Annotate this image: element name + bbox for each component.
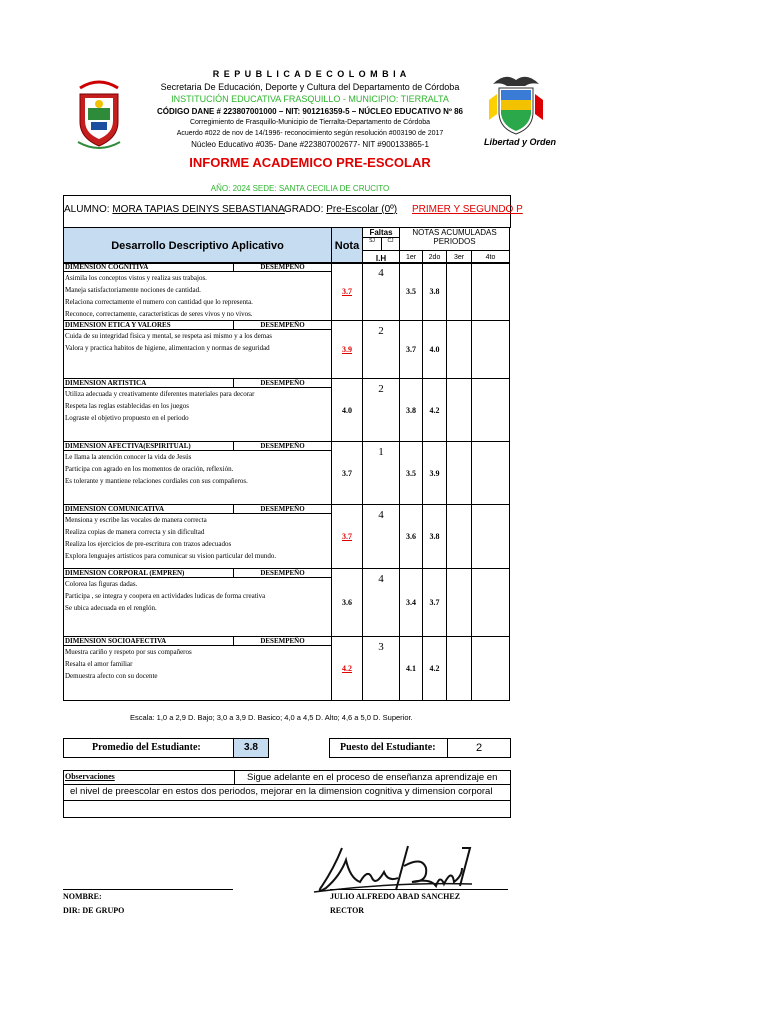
period-2-grade: 3.9 xyxy=(423,442,447,505)
promedio-value: 3.8 xyxy=(233,739,268,757)
corregimiento-line: Corregimiento de Frasquillo-Municipio de Tierralta-Departamento de Córdoba xyxy=(189,119,431,126)
period-1-grade: 3.8 xyxy=(400,379,423,442)
dimension-item: Maneja satisfactoriamente nociones de cantidad. xyxy=(65,286,201,294)
dimension-item xyxy=(64,424,331,436)
dimension-faltas: 3 xyxy=(363,637,400,701)
period-4-grade xyxy=(472,569,510,637)
observaciones-label: Observaciones xyxy=(65,772,115,781)
promedio-label: Promedio del Estudiante: xyxy=(92,742,201,753)
period-4-grade xyxy=(472,637,510,701)
period-1-header: 1er xyxy=(400,251,423,264)
student-name: MORA TAPIAS DEINYS SEBASTIANA xyxy=(112,204,285,215)
periods-label: PRIMER Y SEGUNDO P xyxy=(412,204,523,215)
period-4-grade xyxy=(472,442,510,505)
dimension-item: Reconoce, correctamente, caracteristicas de seres vivos y no vivos. xyxy=(65,310,253,318)
dimension-name: DIMENSION AFECTIVA(ESPIRITUAL) xyxy=(64,442,234,451)
dimension-item: Se ubica adecuada en el renglón. xyxy=(65,604,157,612)
institution-line: INSTITUCIÓN EDUCATIVA FRASQUILLO - MUNICIPIO: TIERRALTA xyxy=(171,94,449,104)
dimension-item: Le llama la atención conocer la vida de Jesús xyxy=(65,453,192,461)
period-3-grade xyxy=(447,569,472,637)
dimension-items xyxy=(64,646,332,701)
desempeno-label: DESEMPEÑO xyxy=(234,379,332,388)
dimension-item: Valora y practica habitos de higiene, alimentacion y normas de seguridad xyxy=(65,344,270,352)
dimension-faltas: 4 xyxy=(363,505,400,569)
dimension-item: Relaciona correctamente el numero con cantidad que lo representa. xyxy=(65,298,253,306)
rector-label: RECTOR xyxy=(330,906,365,915)
period-1-grade: 4.1 xyxy=(400,637,423,701)
dimension-item: Cuida de su integridad fisica y mental, se respeta asi mismo y a los demas xyxy=(65,332,273,340)
puesto-box xyxy=(329,738,511,758)
dimension-block xyxy=(63,262,510,321)
grade-value: Pre-Escolar (0º) xyxy=(326,204,398,215)
puesto-label: Puesto del Estudiante: xyxy=(340,742,436,753)
period-1-grade: 3.6 xyxy=(400,505,423,569)
desempeno-label: DESEMPEÑO xyxy=(234,321,332,330)
dimension-item: Realiza los ejercicios de pre-escritura con trazos adecuados xyxy=(65,540,232,548)
dimension-name: DIMENSION CORPORAL (EMPREN) xyxy=(64,569,234,578)
student-label: ALUMNO: xyxy=(64,204,110,215)
dimension-item xyxy=(64,614,331,626)
period-3-grade xyxy=(447,263,472,321)
dimension-item xyxy=(64,682,331,694)
dimension-items xyxy=(64,388,332,442)
period-1-grade: 3.5 xyxy=(400,442,423,505)
dimension-item xyxy=(64,354,331,366)
dimension-faltas: 4 xyxy=(363,569,400,637)
period-4-header: 4to xyxy=(472,251,510,264)
dimension-nota: 3.6 xyxy=(332,569,363,637)
cj-header: CJ xyxy=(382,238,400,251)
period-3-grade xyxy=(447,321,472,379)
nombre-label: NOMBRE: xyxy=(63,892,102,901)
period-3-header: 3er xyxy=(447,251,472,264)
puesto-value: 2 xyxy=(447,739,510,757)
dimension-block xyxy=(63,320,510,379)
dimension-item: Realiza copias de manera correcta y sin dificultad xyxy=(65,528,205,536)
dir-grupo-signature-line xyxy=(63,889,233,890)
dimension-item: Respeta las reglas establecidas en los juegos xyxy=(65,402,190,410)
dimension-block xyxy=(63,441,510,505)
dimension-item: Asimila los conceptos vistos y realiza sus trabajos. xyxy=(65,274,207,282)
dimension-item: Participa con agrado en los momentos de oración, reflexión. xyxy=(65,465,234,473)
dimension-item: Resalta el amor familiar xyxy=(65,660,133,668)
dimension-name: DIMENSION SOCIOAFECTIVA xyxy=(64,637,234,646)
dimension-block xyxy=(63,504,510,569)
report-title: INFORME ACADEMICO PRE-ESCOLAR xyxy=(189,155,431,170)
dimension-item: Lograste el objetivo propuesto en el periodo xyxy=(65,414,189,422)
dimension-faltas: 2 xyxy=(363,379,400,442)
country-title: R E P U B L I C A D E C O L O M B I A xyxy=(212,69,408,79)
dimension-item: Es tolerante y mantiene relaciones cordiales con sus compañeros. xyxy=(65,477,248,485)
nota-header: Nota xyxy=(332,228,363,264)
dimension-faltas: 1 xyxy=(363,442,400,505)
dimension-items xyxy=(64,578,332,637)
period-4-grade xyxy=(472,505,510,569)
grade-label: GRADO: xyxy=(284,204,324,215)
rector-name: JULIO ALFREDO ABAD SANCHEZ xyxy=(330,892,461,901)
dimension-nota: 3.7 xyxy=(332,442,363,505)
dimension-name: DIMENSION COMUNICATIVA xyxy=(64,505,234,514)
secretaria-line: Secretaria De Educación, Deporte y Cultura del Departamento de Córdoba xyxy=(160,82,460,92)
dimension-block xyxy=(63,568,510,637)
observaciones-line-2: el nivel de preescolar en estos dos periodos, mejorar en la dimension cognitiva y dimension corporal xyxy=(70,786,493,797)
dimension-name: DIMENSION ETICA Y VALORES xyxy=(64,321,234,330)
dimension-items xyxy=(64,330,332,379)
nucleo-line: Núcleo Educativo #035- Dane #223807002677- NIT #900133865-1 xyxy=(191,140,429,149)
period-3-grade xyxy=(447,379,472,442)
notas-acumuladas-header: NOTAS ACUMULADAS xyxy=(400,228,510,238)
dimension-name: DIMENSION ARTISTICA xyxy=(64,379,234,388)
dimension-item xyxy=(64,487,331,499)
dimension-item: Colorea las figuras dadas. xyxy=(65,580,138,588)
school-logo xyxy=(74,76,124,154)
period-1-grade: 3.4 xyxy=(400,569,423,637)
dimension-items xyxy=(64,272,332,321)
desempeno-label: DESEMPEÑO xyxy=(234,637,332,646)
dimension-nota: 4.0 xyxy=(332,379,363,442)
student-row xyxy=(63,195,523,228)
dimension-item: Utiliza adecuada y creativamente diferentes materiales para decorar xyxy=(65,390,255,398)
period-3-grade xyxy=(447,637,472,701)
desempeno-label: DESEMPEÑO xyxy=(234,442,332,451)
dimension-nota: 4.2 xyxy=(332,637,363,701)
desarrollo-header: Desarrollo Descriptivo Aplicativo xyxy=(64,228,332,264)
period-4-grade xyxy=(472,321,510,379)
period-2-header: 2do xyxy=(423,251,447,264)
period-2-grade: 4.0 xyxy=(423,321,447,379)
dimension-item: Participa , se integra y coopera en actividades ludicas de forma creativa xyxy=(65,592,266,600)
period-2-grade: 3.8 xyxy=(423,263,447,321)
escala-line: Escala: 1,0 a 2,9 D. Bajo; 3,0 a 3,9 D. Basico; 4,0 a 4,5 D. Alto; 4,6 a 5,0 D. Superior. xyxy=(130,713,413,722)
period-2-grade: 4.2 xyxy=(423,637,447,701)
ih-header: I.H xyxy=(363,251,400,264)
period-3-grade xyxy=(447,505,472,569)
period-4-grade xyxy=(472,263,510,321)
period-2-grade: 4.2 xyxy=(423,379,447,442)
dimension-block xyxy=(63,378,510,442)
dir-grupo-label: DIR: DE GRUPO xyxy=(63,906,125,915)
promedio-box xyxy=(63,738,269,758)
dimension-items xyxy=(64,514,332,569)
colombia-coat-of-arms xyxy=(485,70,547,136)
dimension-items xyxy=(64,451,332,505)
period-2-grade: 3.7 xyxy=(423,569,447,637)
desempeno-label: DESEMPEÑO xyxy=(234,569,332,578)
rector-signature-line xyxy=(330,889,508,890)
period-4-grade xyxy=(472,379,510,442)
rector-signature xyxy=(312,838,482,900)
desempeno-label: DESEMPEÑO xyxy=(234,505,332,514)
dimension-item: Demuestra afecto con su docente xyxy=(65,672,158,680)
dimension-item: Muestra cariño y respeto por sus compañeros xyxy=(65,648,192,656)
period-2-grade: 3.8 xyxy=(423,505,447,569)
observaciones-line-1: Sigue adelante en el proceso de enseñanza aprendizaje en xyxy=(247,772,498,783)
dimension-faltas: 4 xyxy=(363,263,400,321)
period-1-grade: 3.5 xyxy=(400,263,423,321)
dimension-block xyxy=(63,636,510,701)
codigo-line: CÓDIGO DANE # 223807001000 – NIT: 901216359-5 – NÚCLEO EDUCATIVO Nº 86 xyxy=(156,107,463,116)
dimension-item xyxy=(64,366,331,378)
dimension-nota: 3.7 xyxy=(332,263,363,321)
observaciones-box xyxy=(63,770,511,818)
dimension-item: Mensiona y escribe las vocales de manera correcta xyxy=(65,516,207,524)
period-3-grade xyxy=(447,442,472,505)
period-1-grade: 3.7 xyxy=(400,321,423,379)
periodos-header: PERIODOS xyxy=(400,238,510,251)
dimension-nota: 3.7 xyxy=(332,505,363,569)
sj-header: SJ xyxy=(363,238,382,251)
faltas-header: Faltas xyxy=(363,228,400,238)
grades-header xyxy=(63,227,510,264)
desempeno-label: DESEMPEÑO xyxy=(234,263,332,272)
dimension-faltas: 2 xyxy=(363,321,400,379)
year-sede-line: AÑO: 2024 SEDE: SANTA CECILIA DE CRUCITO xyxy=(210,184,390,193)
acuerdo-line: Acuerdo #022 de nov de 14/1996- reconocimiento según resolución #003190 de 2017 xyxy=(176,130,444,137)
dimension-name: DIMENSION COGNITIVA xyxy=(64,263,234,272)
libertad-y-orden: Libertad y Orden xyxy=(483,137,556,147)
dimension-nota: 3.9 xyxy=(332,321,363,379)
dimension-item: Explora lenguajes artisticos para comunicar su vision particular del mundo. xyxy=(65,552,277,560)
